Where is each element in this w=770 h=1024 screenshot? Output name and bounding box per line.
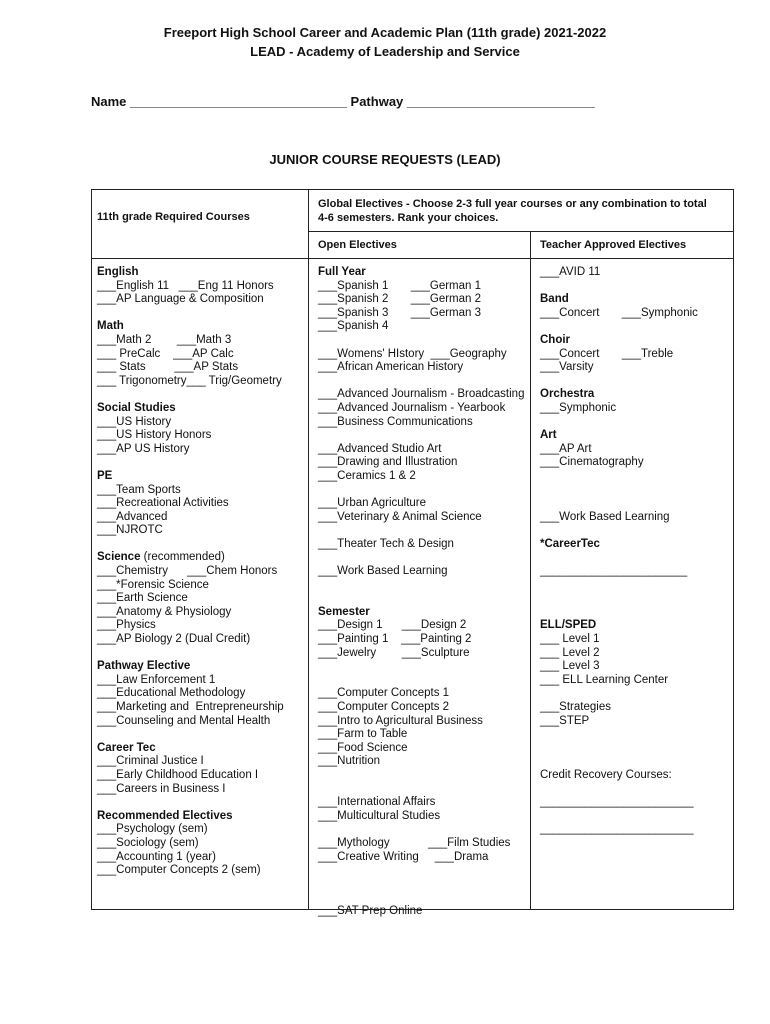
category-heading: ELL/SPED (540, 619, 597, 632)
course-option[interactable]: ___ Level 2 (540, 646, 600, 659)
name-pathway-line[interactable]: Name ______________________________ Pathway __________________________ (91, 94, 595, 109)
spacer (97, 538, 307, 552)
course-option[interactable]: ___Drawing and Illustration (318, 456, 458, 469)
course-option[interactable]: ___ Stats ___AP Stats (97, 361, 239, 374)
spacer (540, 497, 730, 511)
course-option[interactable]: ___Veterinary & Animal Science (318, 510, 482, 523)
category-heading: Math (97, 320, 124, 333)
course-option[interactable]: ___Design 1 ___Design 2 (318, 619, 467, 632)
spacer (97, 307, 307, 321)
spacer (97, 728, 307, 742)
category-heading: Art (540, 429, 557, 442)
course-option[interactable]: ___Accounting 1 (year) (97, 850, 216, 863)
category-heading: *CareerTec (540, 537, 600, 550)
spacer (318, 864, 530, 878)
spacer (540, 728, 730, 742)
course-option[interactable]: ___English 11 ___Eng 11 Honors (97, 279, 274, 292)
spacer (318, 484, 530, 498)
course-option[interactable]: ___Chemistry ___Chem Honors (97, 565, 278, 578)
spacer (540, 606, 730, 620)
category-heading: PE (97, 469, 113, 482)
course-option[interactable]: ___Team Sports (97, 483, 181, 496)
spacer (318, 823, 530, 837)
category-heading: Full Year (318, 266, 366, 278)
course-option[interactable]: ___Food Science (318, 741, 408, 754)
spacer (318, 592, 530, 606)
row-divider (308, 231, 734, 232)
course-option[interactable]: ___Concert ___Treble (540, 347, 674, 360)
course-option[interactable]: ___ ELL Learning Center (540, 673, 669, 686)
course-option[interactable]: ___AP Biology 2 (Dual Credit) (97, 633, 251, 646)
course-option[interactable]: ___Creative Writing ___Drama (318, 850, 489, 863)
course-option[interactable]: ___Spanish 2 ___German 2 (318, 293, 482, 306)
course-option[interactable]: ___ Level 3 (540, 660, 600, 673)
course-option[interactable]: ___NJROTC (97, 524, 163, 537)
section-title: JUNIOR COURSE REQUESTS (LEAD) (269, 152, 501, 167)
course-option[interactable]: ___AP Art (540, 442, 592, 455)
course-option[interactable]: ___Womens' HIstory ___Geography (318, 347, 507, 360)
course-option[interactable]: ___Advanced Journalism - Yearbook (318, 401, 506, 414)
spacer (540, 783, 730, 797)
course-option[interactable]: ___Concert ___Symphonic (540, 306, 698, 319)
spacer (540, 687, 730, 701)
spacer (540, 416, 730, 430)
course-option[interactable]: ___Earth Science (97, 592, 188, 605)
course-option[interactable]: ___Counseling and Mental Health (97, 714, 271, 727)
spacer (540, 524, 730, 538)
course-option[interactable]: ___Farm to Table (318, 728, 408, 741)
course-option[interactable]: ___Computer Concepts 2 (sem) (97, 864, 261, 877)
category-heading: Science (recommended) (97, 551, 225, 564)
spacer (97, 456, 307, 470)
category-heading: Choir (540, 333, 571, 346)
category-heading: Recommended Electives (97, 809, 233, 822)
course-option[interactable]: ___Work Based Learning (318, 565, 448, 578)
required-courses-column (97, 266, 307, 878)
spacer (540, 579, 730, 593)
category-heading: Career Tec (97, 741, 156, 754)
global-electives-line2: 4-6 semesters. Rank your choices. (318, 212, 499, 224)
course-option[interactable]: ___Jewelry ___Sculpture (318, 646, 470, 659)
column-divider (308, 189, 309, 910)
course-option[interactable]: ___Urban Agriculture (318, 497, 427, 510)
course-option[interactable]: ___Educational Methodology (97, 687, 246, 700)
category-heading: Orchestra (540, 388, 595, 401)
spacer (540, 470, 730, 484)
course-option[interactable]: ___Intro to Agricultural Business (318, 714, 483, 727)
spacer (318, 674, 530, 688)
spacer (97, 647, 307, 661)
course-option[interactable]: ___AP US History (97, 442, 190, 455)
spacer (318, 551, 530, 565)
course-option[interactable]: ___Nutrition (318, 755, 381, 768)
category-heading: Pathway Elective (97, 660, 191, 673)
course-option[interactable]: ___Computer Concepts 1 (318, 687, 450, 700)
course-option[interactable]: ___Painting 1 ___Painting 2 (318, 633, 472, 646)
course-option[interactable]: ___Advanced (97, 510, 168, 523)
course-option[interactable]: ___Early Childhood Education I (97, 768, 259, 781)
category-heading: Social Studies (97, 401, 176, 414)
spacer (540, 320, 730, 334)
course-option[interactable]: ________________________ (540, 796, 694, 809)
course-option[interactable]: ___Ceramics 1 & 2 (318, 469, 416, 482)
category-heading: Band (540, 293, 569, 306)
course-option[interactable]: ___Spanish 3 ___German 3 (318, 306, 482, 319)
spacer (318, 891, 530, 905)
course-option[interactable]: ___Psychology (sem) (97, 823, 208, 836)
course-option[interactable]: _______________________ (540, 565, 688, 578)
course-option[interactable]: ___Multicultural Studies (318, 809, 441, 822)
open-electives-header: Open Electives (318, 239, 397, 251)
course-option[interactable]: ___SAT Prep Online (318, 904, 423, 917)
spacer (318, 429, 530, 443)
science-note: (recommended) (140, 551, 225, 564)
spacer (540, 280, 730, 294)
course-option[interactable]: ___African American History (318, 361, 464, 374)
course-option[interactable]: ___Advanced Studio Art (318, 442, 442, 455)
spacer (540, 375, 730, 389)
course-option[interactable]: ___ Level 1 (540, 633, 600, 646)
spacer (97, 796, 307, 810)
course-option[interactable]: ___Law Enforcement 1 (97, 673, 216, 686)
course-option[interactable]: ___AP Language & Composition (97, 293, 264, 306)
spacer (540, 592, 730, 606)
row-divider (91, 258, 734, 259)
course-option[interactable]: ___Math 2 ___Math 3 (97, 333, 232, 346)
course-option[interactable]: ___Work Based Learning (540, 510, 670, 523)
course-option[interactable]: ___Theater Tech & Design (318, 537, 454, 550)
spacer (540, 810, 730, 824)
required-header: 11th grade Required Courses (97, 211, 250, 223)
course-option[interactable]: ___Criminal Justice I (97, 755, 204, 768)
course-option[interactable]: ___Mythology ___Film Studies (318, 836, 511, 849)
category-heading: Semester (318, 605, 370, 618)
spacer (318, 783, 530, 797)
spacer (318, 375, 530, 389)
course-option[interactable]: ___Strategies (540, 701, 611, 713)
course-option[interactable]: ___Varsity (540, 361, 594, 374)
course-option[interactable]: ___US History (97, 415, 172, 428)
spacer (540, 484, 730, 498)
spacer (540, 551, 730, 565)
global-electives-header (318, 197, 728, 225)
document-title: Freeport High School Career and Academic Plan (11th grade) 2021-2022 (163, 25, 607, 40)
spacer (318, 334, 530, 348)
course-option[interactable]: ___Symphonic (540, 401, 617, 414)
course-option[interactable]: ___US History Honors (97, 429, 212, 442)
teacher-electives-header: Teacher Approved Electives (540, 239, 687, 251)
column-divider (530, 231, 531, 910)
course-option[interactable]: ___Careers in Business I (97, 782, 226, 795)
course-option: Credit Recovery Courses: (540, 768, 672, 781)
course-option[interactable]: ___Spanish 1 ___German 1 (318, 279, 482, 292)
course-option[interactable]: ___STEP (540, 714, 590, 727)
course-option[interactable]: ___Business Communications (318, 415, 473, 428)
course-option[interactable]: ___International Affairs (318, 796, 436, 809)
course-option[interactable]: ___Sociology (sem) (97, 836, 199, 849)
course-option[interactable]: ___*Forensic Science (97, 578, 209, 591)
spacer (318, 878, 530, 892)
course-option[interactable]: ___Recreational Activities (97, 497, 229, 510)
course-option[interactable]: ___Advanced Journalism - Broadcasting (318, 388, 525, 401)
spacer (318, 769, 530, 783)
course-option[interactable]: ___Physics (97, 619, 156, 632)
spacer (97, 388, 307, 402)
course-option[interactable]: ___Cinematography (540, 456, 644, 469)
document-subtitle: LEAD - Academy of Leadership and Service (250, 44, 520, 59)
global-electives-line1: Global Electives - Choose 2-3 full year courses or any combination to total (318, 198, 707, 210)
course-option[interactable]: ________________________ (540, 823, 694, 836)
spacer (540, 742, 730, 756)
course-option[interactable]: ___Computer Concepts 2 (318, 701, 450, 713)
spacer (318, 524, 530, 538)
category-heading: English (97, 266, 139, 278)
course-option[interactable]: ___Anatomy & Physiology (97, 605, 232, 618)
course-option[interactable]: ___Spanish 4 (318, 320, 389, 333)
spacer (318, 660, 530, 674)
course-option[interactable]: ___ Trigonometry___ Trig/Geometry (97, 374, 282, 387)
teacher-electives-column (540, 266, 730, 837)
course-option[interactable]: ___Marketing and Entrepreneurship (97, 701, 284, 713)
spacer (540, 755, 730, 769)
open-electives-column (318, 266, 530, 919)
course-option[interactable]: ___ PreCalc ___AP Calc (97, 347, 234, 360)
course-option[interactable]: ___AVID 11 (540, 266, 601, 278)
spacer (318, 579, 530, 593)
